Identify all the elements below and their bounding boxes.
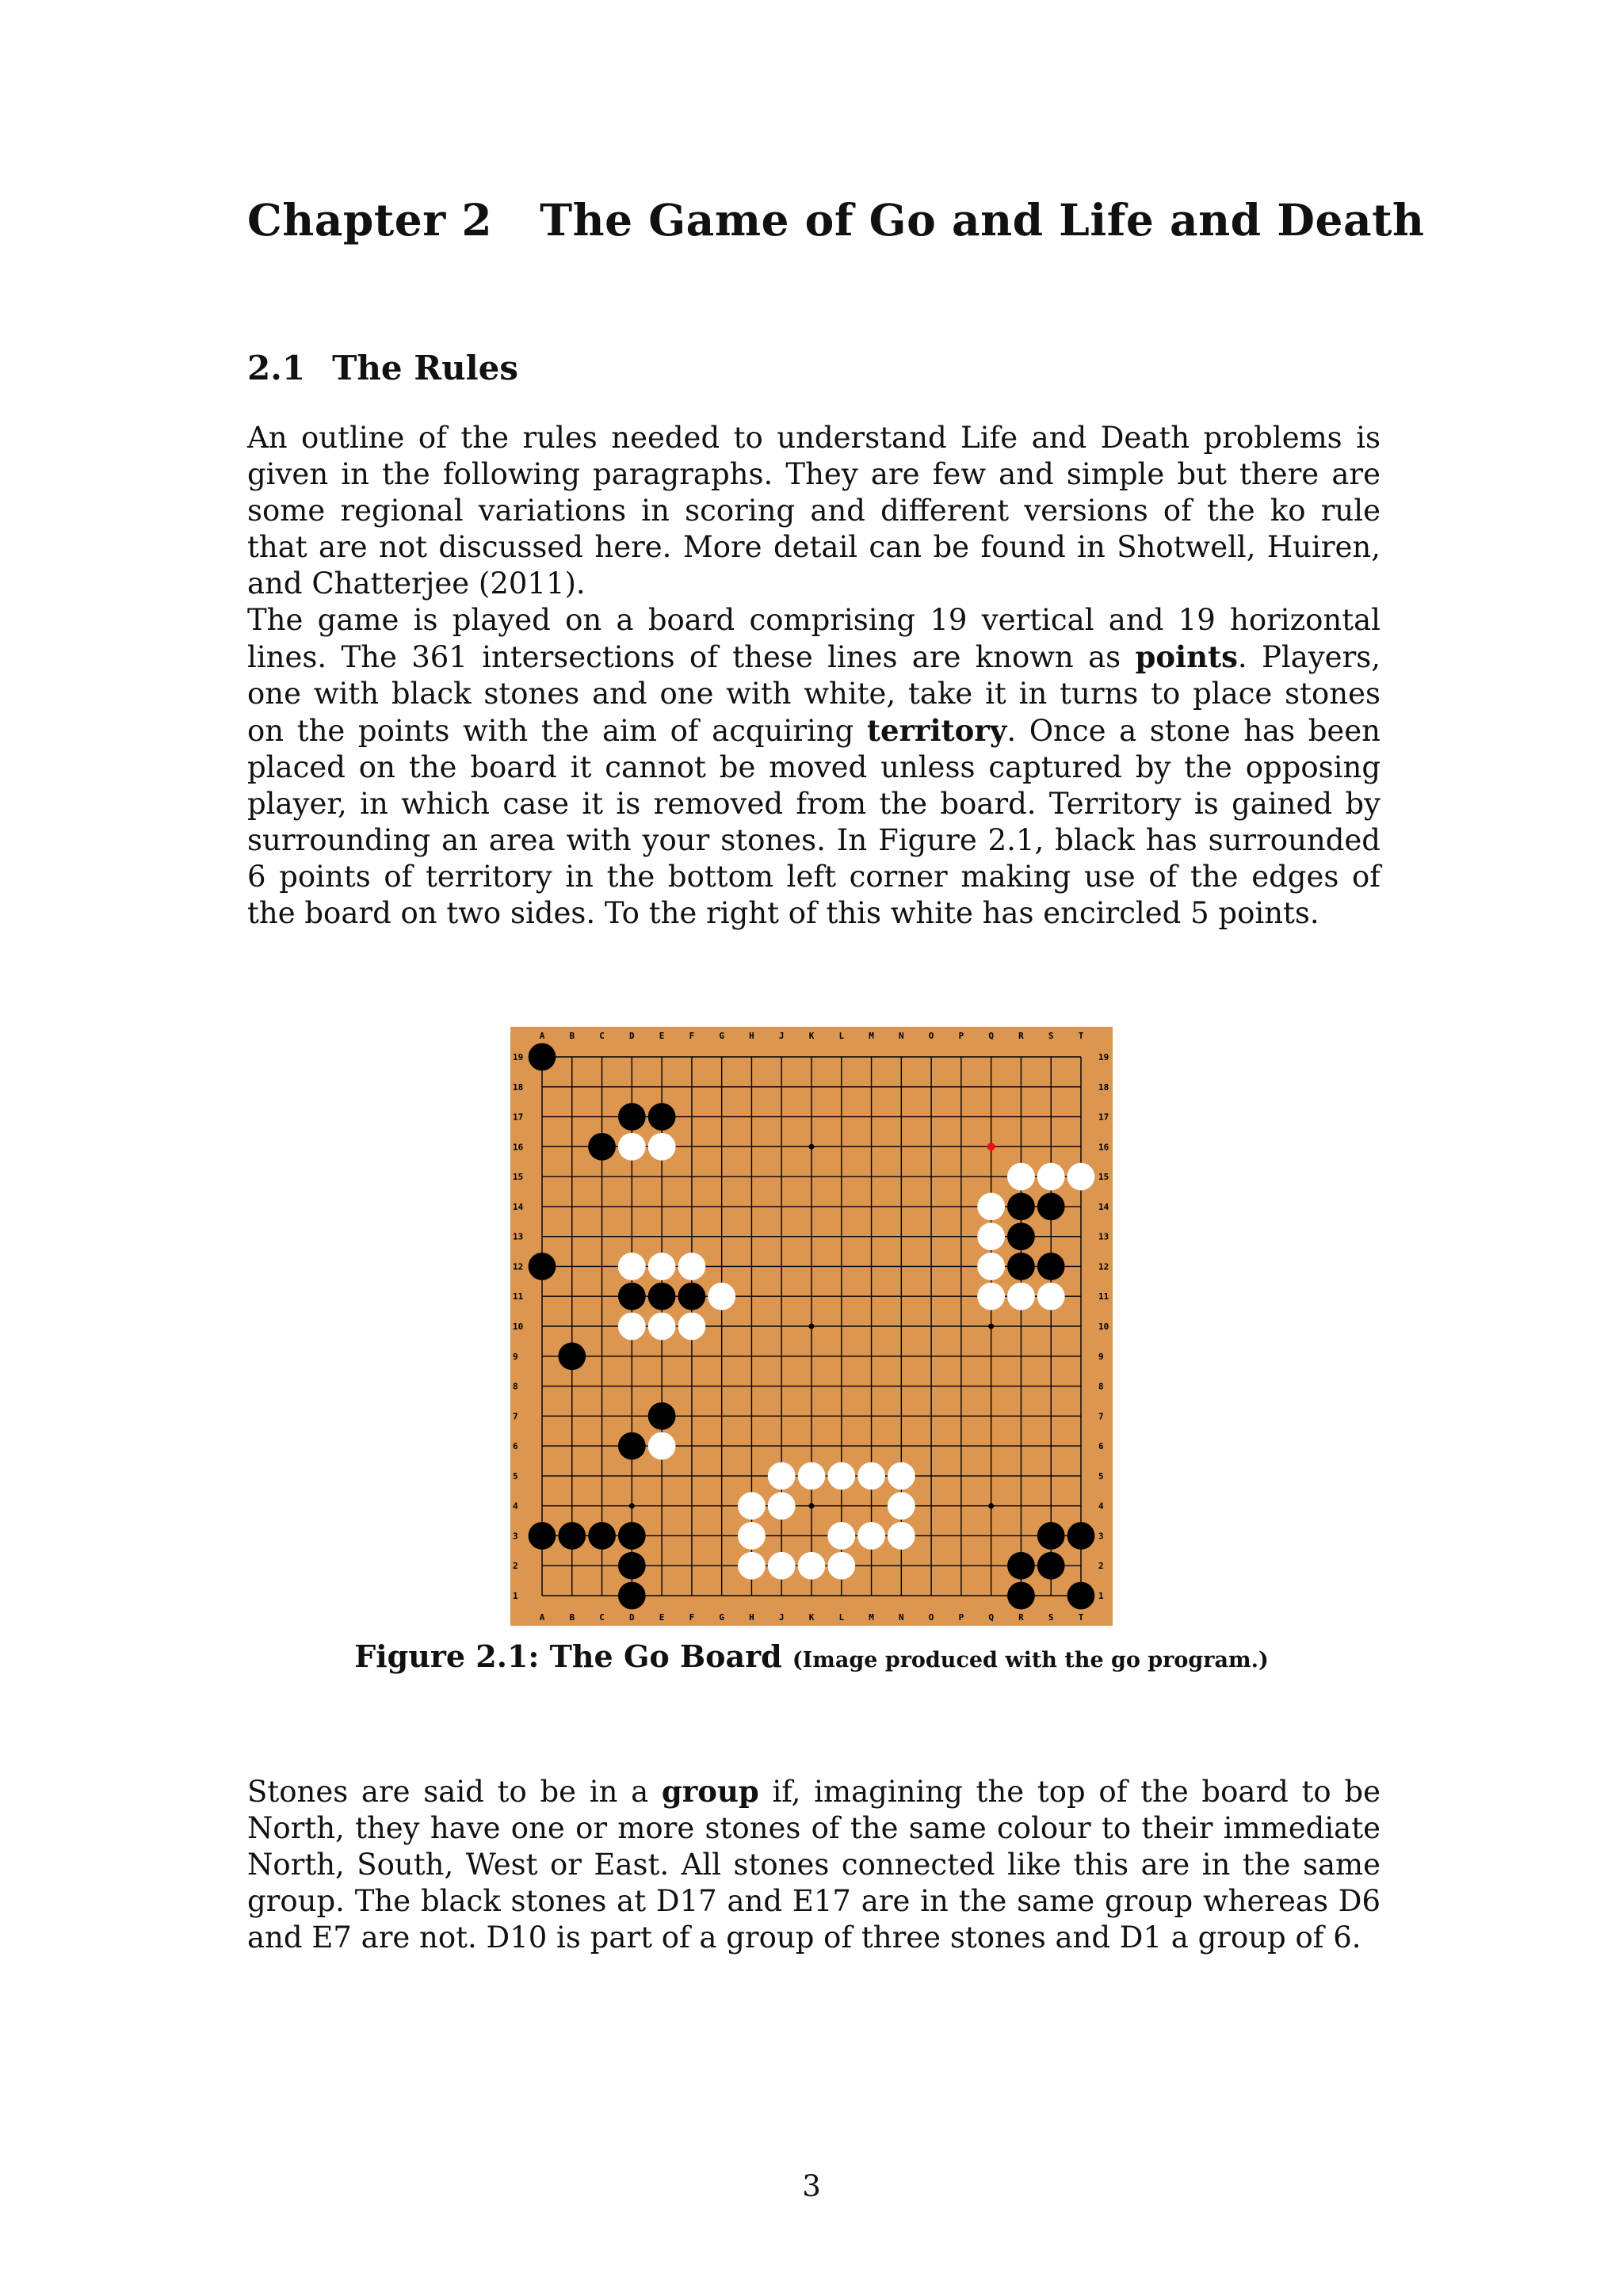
column-label: E (659, 1612, 665, 1623)
term-points: points (1135, 639, 1238, 674)
column-label: O (928, 1612, 934, 1623)
white-stone (1007, 1283, 1035, 1310)
column-label: F (689, 1031, 695, 1041)
white-stone (857, 1522, 885, 1550)
white-stone (827, 1522, 855, 1550)
row-label: 18 (513, 1081, 524, 1093)
row-label: 5 (1098, 1470, 1104, 1482)
row-label: 6 (1098, 1441, 1104, 1452)
row-label: 8 (1098, 1381, 1104, 1392)
black-stone (529, 1043, 556, 1071)
row-label: 9 (513, 1351, 518, 1362)
black-stone (1067, 1582, 1095, 1610)
white-stone (977, 1283, 1005, 1310)
white-stone (1007, 1163, 1035, 1191)
row-label: 11 (513, 1291, 524, 1302)
column-label: A (539, 1031, 545, 1041)
column-label: J (778, 1031, 785, 1041)
row-label: 17 (513, 1112, 524, 1123)
chapter-title: The Game of Go and Life and Death (540, 194, 1425, 246)
text-run: . Once a stone has been placed on the board it cannot be moved unless captured by the opposing player, in which case it is removed from the board. Territory is gained by surrounding an area with your stones. In Figure 2.1, black has surrounded 6 points of territory in the bottom left corner making use of the edges of the board on two sides. To the right of this white has encircled 5 points. (247, 714, 1381, 930)
white-stone (888, 1463, 915, 1490)
caption-title: Figure 2.1: The Go Board (354, 1638, 782, 1674)
row-label: 8 (513, 1381, 518, 1392)
black-stone (1007, 1253, 1035, 1280)
column-label: N (899, 1031, 904, 1041)
row-label: 11 (1098, 1291, 1109, 1302)
star-point (988, 1324, 994, 1329)
row-label: 3 (513, 1531, 518, 1542)
black-stone (618, 1283, 646, 1310)
black-stone (1007, 1193, 1035, 1221)
column-label: H (749, 1612, 754, 1623)
column-label: Q (988, 1031, 994, 1041)
row-label: 2 (1098, 1561, 1104, 1572)
column-label: D (629, 1031, 635, 1041)
white-stone (857, 1463, 885, 1490)
text-run: The game is played on a board comprising 19 vertical and 19 horizontal lines. The 361 intersections of these lines are known as (247, 603, 1381, 674)
column-label: N (899, 1612, 904, 1623)
star-point (988, 1503, 994, 1508)
column-label: T (1078, 1612, 1084, 1623)
white-stone (708, 1283, 735, 1310)
white-stone (888, 1522, 915, 1550)
white-stone (768, 1552, 796, 1580)
column-label: S (1048, 1031, 1054, 1041)
star-point (809, 1503, 815, 1508)
black-stone (648, 1402, 676, 1430)
black-stone (558, 1342, 586, 1370)
column-label: L (838, 1031, 845, 1041)
column-label: R (1018, 1612, 1024, 1623)
black-stone (648, 1283, 676, 1310)
term-group: group (661, 1774, 759, 1809)
paragraph-rules-outline: An outline of the rules needed to understand Life and Death problems is given in the following paragraphs. They are few and simple but there are some regional variations in scoring and different versions of the ko rule that are not discussed here. More detail can be found in Shotwell, Huiren, and Chatterjee (2011). (247, 421, 1381, 601)
black-stone (529, 1253, 556, 1280)
column-label: S (1048, 1612, 1054, 1623)
go-board (510, 1027, 1113, 1626)
row-label: 6 (513, 1441, 518, 1452)
black-stone (1037, 1522, 1065, 1550)
marked-point (987, 1142, 995, 1150)
white-stone (648, 1432, 676, 1460)
black-stone (588, 1133, 616, 1161)
row-label: 5 (513, 1470, 518, 1482)
row-label: 15 (513, 1172, 524, 1183)
section-number: 2.1 (247, 349, 306, 387)
row-label: 3 (1098, 1531, 1104, 1542)
black-stone (618, 1522, 646, 1550)
black-stone (1007, 1222, 1035, 1250)
row-label: 16 (513, 1142, 524, 1153)
white-stone (768, 1492, 796, 1520)
black-stone (1037, 1552, 1065, 1580)
black-stone (648, 1103, 676, 1131)
column-label: P (958, 1031, 964, 1041)
white-stone (618, 1253, 646, 1280)
black-stone (1037, 1253, 1065, 1280)
column-label: A (539, 1612, 545, 1623)
row-label: 13 (1098, 1231, 1109, 1242)
row-label: 4 (1098, 1501, 1104, 1512)
column-label: K (808, 1612, 815, 1623)
white-stone (798, 1552, 826, 1580)
chapter-heading (247, 194, 1425, 246)
white-stone (648, 1253, 676, 1280)
black-stone (618, 1103, 646, 1131)
column-label: D (629, 1612, 635, 1623)
white-stone (1067, 1163, 1095, 1191)
white-stone (648, 1133, 676, 1161)
column-label: C (599, 1031, 605, 1041)
column-label: J (778, 1612, 785, 1623)
white-stone (618, 1133, 646, 1161)
white-stone (678, 1313, 706, 1341)
white-stone (977, 1222, 1005, 1250)
row-label: 4 (513, 1501, 518, 1512)
column-label: H (749, 1031, 754, 1041)
star-point (809, 1144, 815, 1150)
row-label: 9 (1098, 1351, 1104, 1362)
column-label: F (689, 1612, 695, 1623)
white-stone (977, 1253, 1005, 1280)
white-stone (827, 1552, 855, 1580)
row-label: 10 (513, 1322, 524, 1332)
text-run: . Players, one with black stones and one with white, take it in turns to place stones on the points with the aim of acquiring (247, 640, 1381, 748)
white-stone (738, 1522, 766, 1550)
white-stone (678, 1253, 706, 1280)
white-stone (618, 1313, 646, 1341)
row-label: 14 (513, 1201, 524, 1212)
row-label: 17 (1098, 1112, 1109, 1123)
white-stone (1037, 1283, 1065, 1310)
column-label: L (838, 1612, 845, 1623)
term-territory: territory (866, 713, 1007, 748)
column-label: K (808, 1031, 815, 1041)
row-label: 12 (513, 1261, 524, 1272)
black-stone (618, 1582, 646, 1610)
black-stone (1067, 1522, 1095, 1550)
chapter-number: Chapter 2 (247, 194, 493, 246)
white-stone (738, 1552, 766, 1580)
column-label: R (1018, 1031, 1024, 1041)
column-label: E (659, 1031, 665, 1041)
row-label: 18 (1098, 1081, 1109, 1093)
row-label: 19 (513, 1052, 524, 1062)
page-number: 3 (802, 2169, 821, 2203)
black-stone (588, 1522, 616, 1550)
black-stone (618, 1552, 646, 1580)
white-stone (798, 1463, 826, 1490)
star-point (629, 1503, 635, 1508)
white-stone (827, 1463, 855, 1490)
black-stone (1037, 1193, 1065, 1221)
column-label: B (569, 1031, 575, 1041)
column-label: B (569, 1612, 575, 1623)
black-stone (1007, 1582, 1035, 1610)
row-label: 2 (513, 1561, 518, 1572)
white-stone (768, 1463, 796, 1490)
column-label: G (719, 1612, 724, 1623)
black-stone (678, 1283, 706, 1310)
column-label: P (958, 1612, 964, 1623)
caption-note: (Image produced with the go program.) (792, 1648, 1269, 1672)
star-point (809, 1324, 815, 1329)
white-stone (648, 1313, 676, 1341)
row-label: 7 (513, 1411, 518, 1422)
row-label: 16 (1098, 1142, 1109, 1153)
black-stone (529, 1522, 556, 1550)
row-label: 10 (1098, 1322, 1109, 1332)
column-label: M (869, 1612, 874, 1623)
column-label: O (928, 1031, 934, 1041)
column-label: G (719, 1031, 724, 1041)
text-run: if, imagining the top of the board to be North, they have one or more stones of the same colour to their immediate North, South, West or East. All stones connected like this are in the same group. The black stones at D17 and E17 are in the same group whereas D6 and E7 are not. D10 is part of a group of three stones and D1 a group of 6. (247, 1775, 1381, 1955)
black-stone (1007, 1552, 1035, 1580)
paragraph-groups (247, 1773, 1381, 1956)
section-title: The Rules (332, 349, 518, 387)
white-stone (977, 1193, 1005, 1221)
row-label: 12 (1098, 1261, 1109, 1272)
row-label: 15 (1098, 1172, 1109, 1183)
column-label: Q (988, 1612, 994, 1623)
white-stone (1037, 1163, 1065, 1191)
row-label: 7 (1098, 1411, 1104, 1422)
figure-caption (0, 1638, 1623, 1674)
row-label: 14 (1098, 1201, 1109, 1212)
row-label: 1 (1098, 1591, 1104, 1601)
row-label: 1 (513, 1591, 518, 1601)
text-run: Stones are said to be in a (247, 1775, 662, 1809)
section-heading (247, 349, 518, 387)
row-label: 13 (513, 1231, 524, 1242)
column-label: T (1078, 1031, 1084, 1041)
go-board-figure (510, 1027, 1113, 1626)
white-stone (888, 1492, 915, 1520)
black-stone (618, 1432, 646, 1460)
row-label: 19 (1098, 1052, 1109, 1062)
black-stone (558, 1522, 586, 1550)
paragraph-board-description (247, 602, 1381, 932)
white-stone (738, 1492, 766, 1520)
column-label: C (599, 1612, 605, 1623)
column-label: M (869, 1031, 874, 1041)
